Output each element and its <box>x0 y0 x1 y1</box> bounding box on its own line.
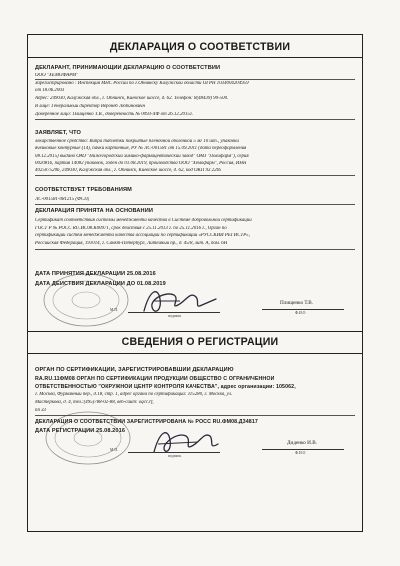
statement-line: ячейковые контурные (14), пачки картонные, РУ № ЛС-001581 от 15.09.2011 (дата переоформления <box>35 146 247 151</box>
initials-caption: Ф.И.О <box>295 311 306 315</box>
signature-caption: подпись <box>168 314 182 318</box>
basis-line: сертификации систем менеджмента качества ассоциации по сертификации «РУССКИЙ РЕГИСТР», <box>35 233 250 238</box>
requirements-header: СООТВЕТСТВУЕТ ТРЕБОВАНИЯМ <box>35 187 132 193</box>
org-line: г. Москва, Фурманный пер., д.18, стр. 1, адрес органа по сертификации: 115280, г. Москва, ул. <box>35 392 233 397</box>
round-stamp-seal <box>40 270 135 330</box>
registration-title: СВЕДЕНИЯ О РЕГИСТРАЦИИ <box>121 336 279 348</box>
declarant-header: ДЕКЛАРАНТ, ПРИНИМАЮЩИЙ ДЕКЛАРАЦИЮ О СООТВЕТСТВИИ <box>35 65 221 71</box>
signer-name: Плищенко Т.В. <box>280 300 314 306</box>
initials-line <box>262 309 344 310</box>
round-stamp-seal <box>42 408 137 468</box>
org-line: ОТВЕТСТВЕННОСТЬЮ "ОКРУЖНОЙ ЦЕНТР КОНТРОЛЯ КАЧЕСТВА", адрес организации: 105062, <box>35 384 296 390</box>
statement-line: 0020816, партия 14082 упаковок, годен до 01.08.2019, производства ООО "Хемофарм", Россия, ИНН <box>35 161 247 166</box>
validity-date: ДАТА ДЕЙСТВИЯ ДЕКЛАРАЦИИ ДО 01.08.2019 <box>35 281 166 287</box>
org-line: пп 33 <box>35 408 47 413</box>
signature-caption: подпись <box>168 454 182 458</box>
title-divider <box>27 353 363 354</box>
registration-number: ДЕКЛАРАЦИЯ О СООТВЕТСТВИИ ЗАРЕГИСТРИРОВАНА № РОСС RU.ФМ08.Д34817 <box>35 419 258 425</box>
title-divider <box>27 57 363 58</box>
underline <box>35 175 355 176</box>
statement-line: 08.12.2015) выдано ОАО "Нижегородский химико-фармацевтический завод" ОАО "Полифарм"), серия <box>35 154 249 159</box>
declaration-title: ДЕКЛАРАЦИЯ О СООТВЕТСТВИИ <box>109 41 291 53</box>
org-line: Мастеркова, д. 4, тел.:(495)788-02-88, веб-сайт: oqcc.rf, <box>35 400 154 405</box>
acceptance-date: ДАТА ПРИНЯТИЯ ДЕКЛАРАЦИИ 25.08.2016 <box>35 271 156 277</box>
declarant-line: ООО "ХЕМОФАРМ" <box>35 73 79 78</box>
basis-line: Российская Федерация, 191014, г. Санкт-Петербург, Литейный пр., д. 45/8, лит. А, пом. 6Н <box>35 241 228 246</box>
declarant-line: Зарегистрировано : Инспекция МНС России по г.Обнинску Калужской области ОГРН 1034004204959 <box>35 81 249 86</box>
declarant-line: Адрес: 249030, Калужская обл., г. Обнинск, Киевское шоссе, д. 62. Телефон: 8(48439) 90-500. <box>35 96 229 101</box>
basis-header: ДЕКЛАРАЦИЯ ПРИНЯТА НА ОСНОВАНИИ <box>35 208 153 214</box>
declarant-line: от 18.06.2003 <box>35 88 65 93</box>
statement-line: лекарственное средство: Випра таблетки покрытые пленочной оболочкой 5 мг 10 шт., упаковки <box>35 139 239 144</box>
declarant-line: В лице: Генеральный директор Веронеб Любиновичн <box>35 104 145 109</box>
section-divider <box>27 331 363 332</box>
handwritten-signature <box>148 424 228 458</box>
initials-caption: Ф.И.О <box>295 451 306 455</box>
underline <box>35 249 355 250</box>
underline <box>35 119 355 120</box>
basis-line: ГОСТ Р № РОСС RU.ИС08.К00971, срок действия с 25.11.2013 г. по 25.11.2016 г., Орган по <box>35 226 227 231</box>
signer-name: Диденко И.В. <box>287 440 317 446</box>
org-header: ОРГАН ПО СЕРТИФИКАЦИИ, ЗАРЕГИСТРИРОВАВШИЙ ДЕКЛАРАЦИЮ <box>35 367 234 373</box>
mp-caption: М.П. <box>110 308 119 312</box>
mp-caption: М.П. <box>110 448 119 452</box>
requirements-value: ЛС-001581-081215 (ФСП) <box>35 197 90 202</box>
handwritten-signature <box>140 285 220 317</box>
basis-line: Сертификат соответствия системы менеджмента качества в Системе добровольной сертификации <box>35 218 252 223</box>
declarant-line: Доверенное лицо: Плищенко Т.В., доверенность № 0093-ХФ от 26.12.2015г. <box>35 112 193 117</box>
statement-line: 4025075206, 249030, Калужская обл., г. Обнинск, Киевское шоссе, д. 62, код ОКП 93 2269 <box>35 168 222 173</box>
statement-header: ЗАЯВЛЯЕТ, ЧТО <box>35 130 81 136</box>
underline <box>35 79 355 80</box>
underline <box>35 204 355 205</box>
registration-date: ДАТА РЕГИСТРАЦИИ 25.08.2016 <box>35 428 126 434</box>
initials-line <box>262 449 344 450</box>
org-line: RA.RU.11ФМ08 ОРГАН ПО СЕРТИФИКАЦИИ ПРОДУКЦИИ ОБЩЕСТВО С ОГРАНИЧЕННОЙ <box>35 376 275 382</box>
